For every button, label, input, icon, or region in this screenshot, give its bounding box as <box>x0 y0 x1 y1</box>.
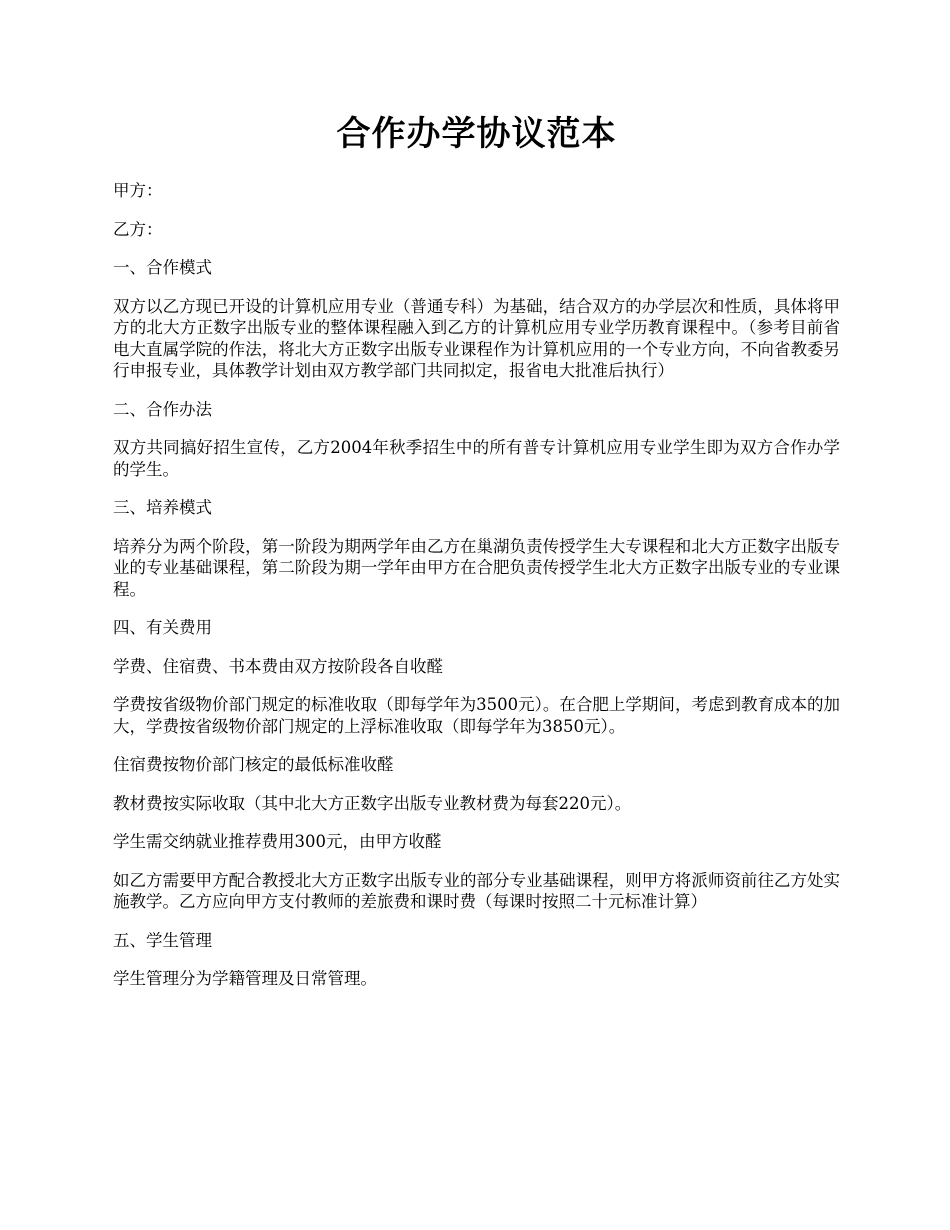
section-heading-fees: 四、有关费用 <box>113 618 212 637</box>
document-body <box>113 180 840 1007</box>
section-heading-cooperation-method: 二、合作办法 <box>113 399 212 419</box>
paragraph-fees-overview: 学费、住宿费、书本费由双方按阶段各自收醛 <box>113 656 443 676</box>
paragraph-textbook: 教材费按实际收取（其中北大方正数字出版专业教材费为每套220元）。 <box>113 793 632 813</box>
party-a-line: 甲方： <box>113 181 163 200</box>
document-title: 合作办学协议范本 <box>336 114 617 154</box>
paragraph-cooperation-method: 双方共同搞好招生宣传，乙方2004年秋季招生中的所有普专计算机应用专业学生即为双方合作办学的学生。 <box>113 438 840 479</box>
paragraph-tuition: 学费按省级物价部门规定的标准收取（即每学年为3500元）。在合肥上学期间，考虑到教育成本的加大，学费按省级物价部门规定的上浮标准收取（即每学年为3850元）。 <box>113 695 840 736</box>
paragraph-student-management: 学生管理分为学籍管理及日常管理。 <box>113 969 377 988</box>
paragraph-cooperation-mode: 双方以乙方现已开设的计算机应用专业（普通专科）为基础，结合双方的办学层次和性质，具体将甲方的北大方正数字出版专业的整体课程融入到乙方的计算机应用专业学历教育课程中。（参考目前省电大直属学院的作法，将北大方正数字出版专业课程作为计算机应用的一个专业方向，不向省教委另行申报专业，具体教学计划由双方教学部门共同拟定，报省电大批准后执行） <box>113 296 840 380</box>
section-heading-cooperation-mode: 一、合作模式 <box>113 258 212 277</box>
paragraph-accommodation: 住宿费按物价部门核定的最低标准收醛 <box>113 755 394 774</box>
section-heading-training-mode: 三、培养模式 <box>113 498 212 517</box>
paragraph-employment-fee: 学生需交纳就业推荐费用300元，由甲方收醛 <box>113 832 442 851</box>
section-heading-student-management: 五、学生管理 <box>113 930 212 950</box>
party-b-line: 乙方： <box>113 219 163 239</box>
paragraph-teaching-support: 如乙方需要甲方配合教授北大方正数字出版专业的部分专业基础课程，则甲方将派师资前往乙方处实施教学。乙方应向甲方支付教师的差旅费和课时费（每课时按照二十元标准计算） <box>113 870 840 911</box>
paragraph-training-mode: 培养分为两个阶段，第一阶段为期两学年由乙方在巢湖负责传授学生大专课程和北大方正数字出版专业的专业基础课程，第二阶段为期一学年由甲方在合肥负责传授学生北大方正数字出版专业的专业课程。 <box>113 536 840 599</box>
